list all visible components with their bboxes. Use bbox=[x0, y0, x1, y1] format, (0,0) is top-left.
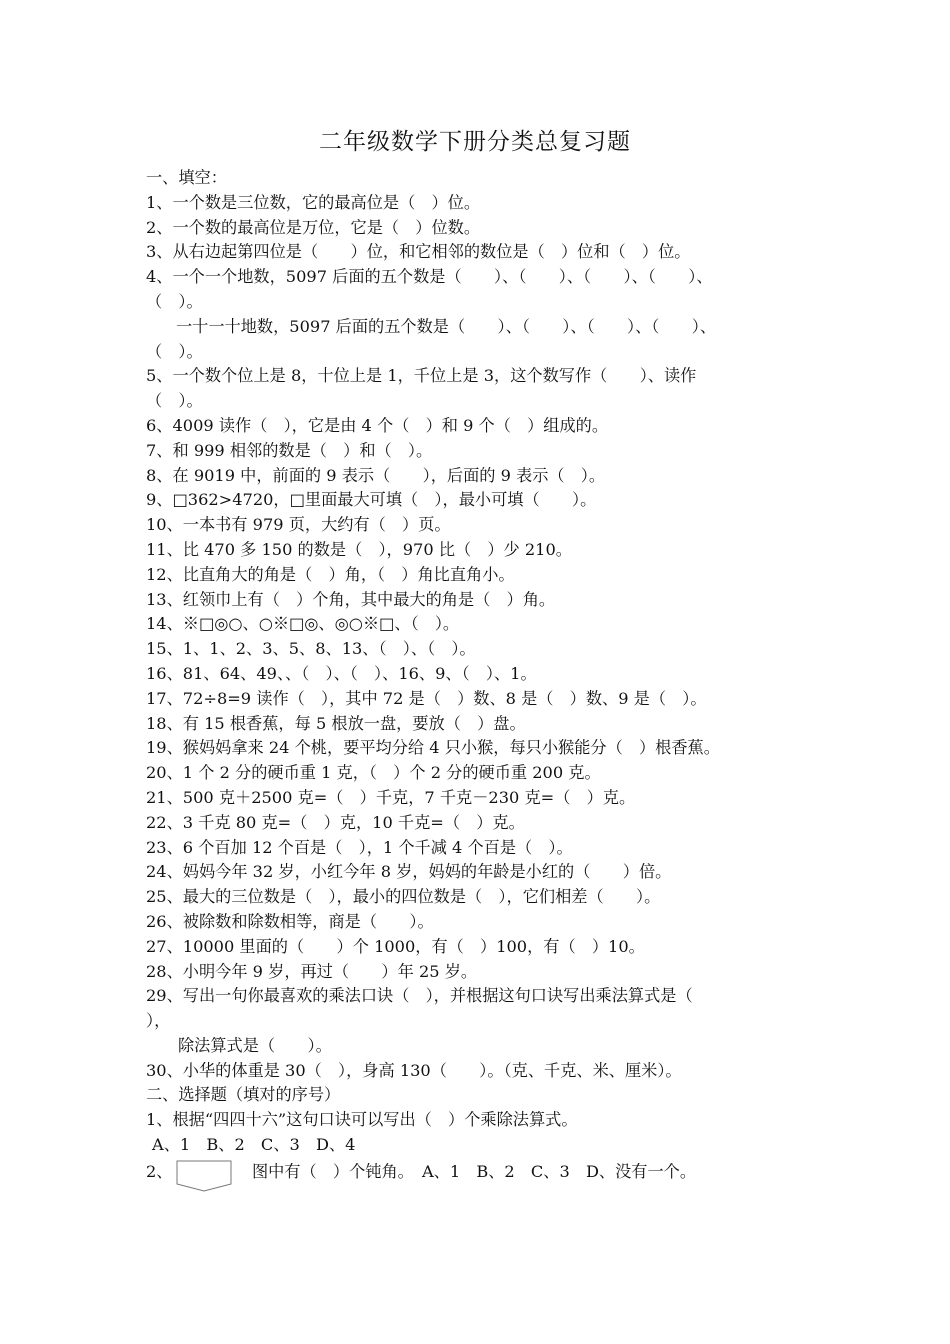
question-1: 1、一个数是三位数，它的最高位是（ ）位。 bbox=[146, 192, 481, 212]
question-5-continued: （ ）。 bbox=[146, 391, 203, 411]
question-6: 6、4009 读作（ ），它是由 4 个（ ）和 9 个（ ）组成的。 bbox=[146, 415, 609, 435]
question-10: 10、一本书有 979 页，大约有（ ）页。 bbox=[146, 515, 451, 535]
section-heading-fill-in: 一、填空： bbox=[146, 168, 227, 187]
question-26: 26、被除数和除数相等，商是（ ）。 bbox=[146, 911, 434, 931]
question-21: 21、500 克＋2500 克=（ ）千克，7 千克－230 克=（ ）克。 bbox=[146, 787, 636, 807]
question-22: 22、3 千克 80 克=（ ）克，10 千克=（ ）克。 bbox=[146, 812, 525, 832]
question-4: 4、一个一个地数，5097 后面的五个数是（ ）、（ ）、（ ）、（ ）、 bbox=[146, 267, 713, 287]
question-5: 5、一个数个位上是 8，十位上是 1，千位上是 3，这个数写作（ ）、读作 bbox=[146, 366, 697, 386]
page-title: 二年级数学下册分类总复习题 bbox=[319, 129, 631, 155]
question-2: 2、一个数的最高位是万位，它是（ ）位数。 bbox=[146, 217, 481, 237]
question-16: 16、81、64、49、、（ ）、（ ）、16、9、（ ）、1。 bbox=[146, 663, 537, 683]
question-12: 12、比直角大的角是（ ）角，（ ）角比直角小。 bbox=[146, 564, 515, 584]
question-24: 24、妈妈今年 32 岁，小红今年 8 岁，妈妈的年龄是小红的（ ）倍。 bbox=[146, 862, 672, 882]
question-13: 13、红领巾上有（ ）个角，其中最大的角是（ ）角。 bbox=[146, 589, 556, 609]
pentagon-shape-icon bbox=[176, 1160, 232, 1192]
question-4-part-b: 一十一十地数，5097 后面的五个数是（ ）、（ ）、（ ）、（ ）、 bbox=[176, 316, 717, 336]
question-11: 11、比 470 多 150 的数是（ ），970 比（ ）少 210。 bbox=[146, 539, 572, 559]
question-19: 19、猴妈妈拿来 24 个桃，要平均分给 4 只小猴，每只小猴能分（ ）根香蕉。 bbox=[146, 738, 720, 758]
question-3: 3、从右边起第四位是（ ）位，和它相邻的数位是（ ）位和（ ）位。 bbox=[146, 242, 691, 262]
question-29: 29、写出一句你最喜欢的乘法口诀（ ），并根据这句口诀写出乘法算式是（ bbox=[146, 986, 693, 1006]
question-23: 23、6 个百加 12 个百是（ ），1 个千减 4 个百是（ ）。 bbox=[146, 837, 573, 857]
question-4-continued: （ ）。 bbox=[146, 291, 203, 311]
question-15: 15、1、1、2、3、5、8、13、（ ）、（ ）。 bbox=[146, 639, 476, 659]
choice-question-2-text: 图中有（ ）个钝角。 A、1 B、2 C、3 D、没有一个。 bbox=[252, 1161, 697, 1181]
question-7: 7、和 999 相邻的数是（ ）和（ ）。 bbox=[146, 440, 433, 460]
question-29-division: 除法算式是（ ）。 bbox=[178, 1035, 332, 1055]
question-14: 14、※□◎○、○※□◎、◎○※□、（ ）。 bbox=[146, 614, 460, 634]
choice-question-1-options: A、1 B、2 C、3 D、4 bbox=[152, 1135, 356, 1155]
question-20: 20、1 个 2 分的硬币重 1 克，（ ）个 2 分的硬币重 200 克。 bbox=[146, 763, 601, 783]
choice-question-2-number: 2、 bbox=[146, 1161, 173, 1181]
worksheet-content bbox=[146, 166, 814, 1186]
question-18: 18、有 15 根香蕉，每 5 根放一盘，要放（ ）盘。 bbox=[146, 713, 526, 733]
question-17: 17、72÷8=9 读作（ ），其中 72 是（ ）数、8 是（ ）数、9 是（ ）。 bbox=[146, 688, 707, 708]
section-heading-multiple-choice: 二、选择题（填对的序号） bbox=[146, 1085, 341, 1105]
question-29-continued: ）， bbox=[146, 1011, 171, 1031]
choice-question-1: 1、根据“四四十六”这句口诀可以写出（ ）个乘除法算式。 bbox=[146, 1110, 578, 1130]
question-8: 8、在 9019 中，前面的 9 表示（ ），后面的 9 表示（ ）。 bbox=[146, 465, 606, 485]
question-28: 28、小明今年 9 岁，再过（ ）年 25 岁。 bbox=[146, 961, 478, 981]
question-25: 25、最大的三位数是（ ），最小的四位数是（ ），它们相差（ ）。 bbox=[146, 887, 661, 907]
choice-question-2 bbox=[146, 1158, 814, 1186]
question-27: 27、10000 里面的（ ）个 1000，有（ ）100，有（ ）10。 bbox=[146, 936, 645, 956]
question-4-part-b-continued: （ ）。 bbox=[146, 341, 203, 361]
question-9: 9、□362>4720，□里面最大可填（ ），最小可填（ ）。 bbox=[146, 490, 597, 510]
question-30: 30、小华的体重是 30（ ），身高 130（ ）。（克、千克、米、厘米）。 bbox=[146, 1060, 682, 1080]
